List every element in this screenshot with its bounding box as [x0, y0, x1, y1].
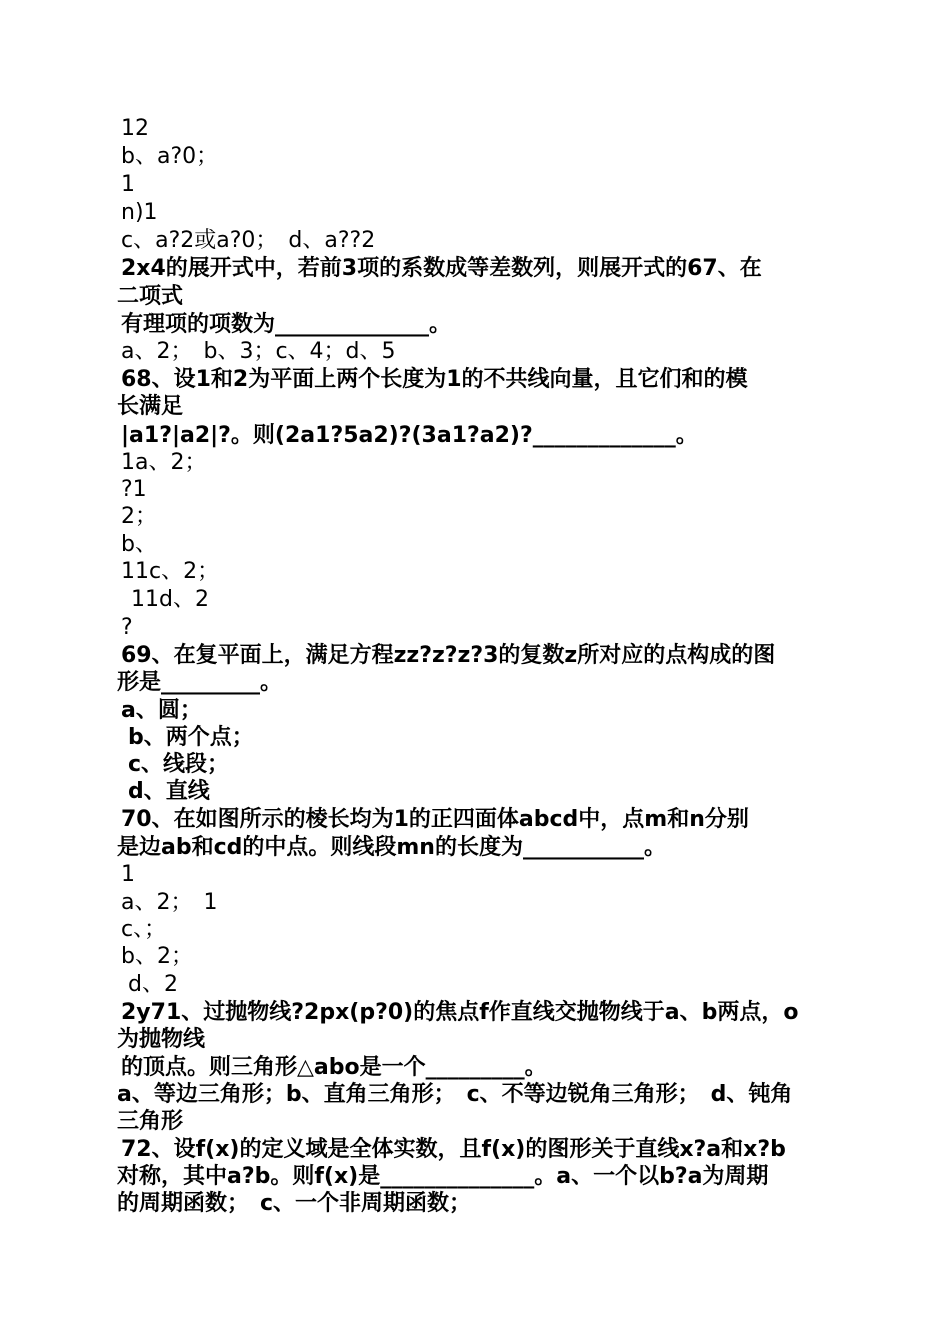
question-72-stem: 72、设f(x)的定义域是全体实数，且f(x)的图形关于直线x?a和x?b [121, 1137, 786, 1162]
question-71-prompt: 的顶点。则三角形△abo是一个_________。 [121, 1055, 547, 1080]
question-70-stem: 70、在如图所示的棱长均为1的正四面体abcd中，点m和n分别 [121, 807, 749, 832]
text-line: c、a?2或a?0； d、a??2 [121, 228, 376, 253]
text-line: 2； [121, 504, 157, 529]
question-69-option-a: a、圆； [121, 698, 202, 723]
question-69-option-d: d、直线 [128, 779, 210, 804]
question-70-option-b: b、2； [121, 944, 193, 969]
question-71-stem: 2y71、过抛物线?2px(p?0)的焦点f作直线交抛物线于a、b两点，o [121, 1000, 799, 1025]
question-70-option-c: c、； [121, 917, 167, 942]
question-67-options: a、2； b、3；c、4；d、5 [121, 339, 396, 364]
text-line: ? [121, 615, 133, 640]
question-69-prompt: 形是_________。 [117, 670, 283, 695]
question-70-option-a: a、2； 1 [121, 890, 218, 915]
question-70-option-d: d、2 [128, 972, 178, 997]
text-line: 1 [121, 862, 135, 887]
question-70-prompt: 是边ab和cd的中点。则线段mn的长度为___________。 [117, 835, 666, 860]
question-71-options: a、等边三角形；b、直角三角形； c、不等边锐角三角形； d、钝角 [117, 1082, 793, 1107]
question-69-option-c: c、线段； [128, 752, 230, 777]
question-71-stem-cont: 为抛物线 [117, 1027, 206, 1052]
question-69-stem: 69、在复平面上，满足方程zz?z?z?3的复数z所对应的点构成的图 [121, 643, 776, 668]
text-line: b、a?0； [121, 144, 219, 169]
text-line: n)1 [121, 200, 158, 225]
text-line: b、 [121, 532, 157, 557]
text-line: 1 [121, 172, 135, 197]
text-line: 11d、2 [131, 587, 209, 612]
question-68-prompt: |a1?|a2|?。则(2a1?5a2)?(3a1?a2)?_____________。 [121, 423, 698, 448]
question-68-stem-cont: 长满足 [117, 394, 184, 419]
question-67-stem: 2x4的展开式中，若前3项的系数成等差数列，则展开式的67、在 [121, 256, 762, 281]
question-67-stem-cont: 二项式 [117, 284, 184, 309]
text-line: 11c、2； [121, 559, 220, 584]
question-71-options-cont: 三角形 [117, 1109, 184, 1134]
question-68-stem: 68、设1和2为平面上两个长度为1的不共线向量，且它们和的模 [121, 367, 748, 392]
question-72-options: 的周期函数； c、一个非周期函数； [117, 1191, 472, 1216]
text-line: ?1 [121, 477, 147, 502]
text-line: 12 [121, 116, 149, 141]
text-line: 1a、2； [121, 450, 207, 475]
question-72-prompt: 对称，其中a?b。则f(x)是______________。a、一个以b?a为周期 [117, 1164, 769, 1189]
question-69-option-b: b、两个点； [128, 725, 254, 750]
question-67-prompt: 有理项的项数为______________。 [121, 312, 452, 337]
